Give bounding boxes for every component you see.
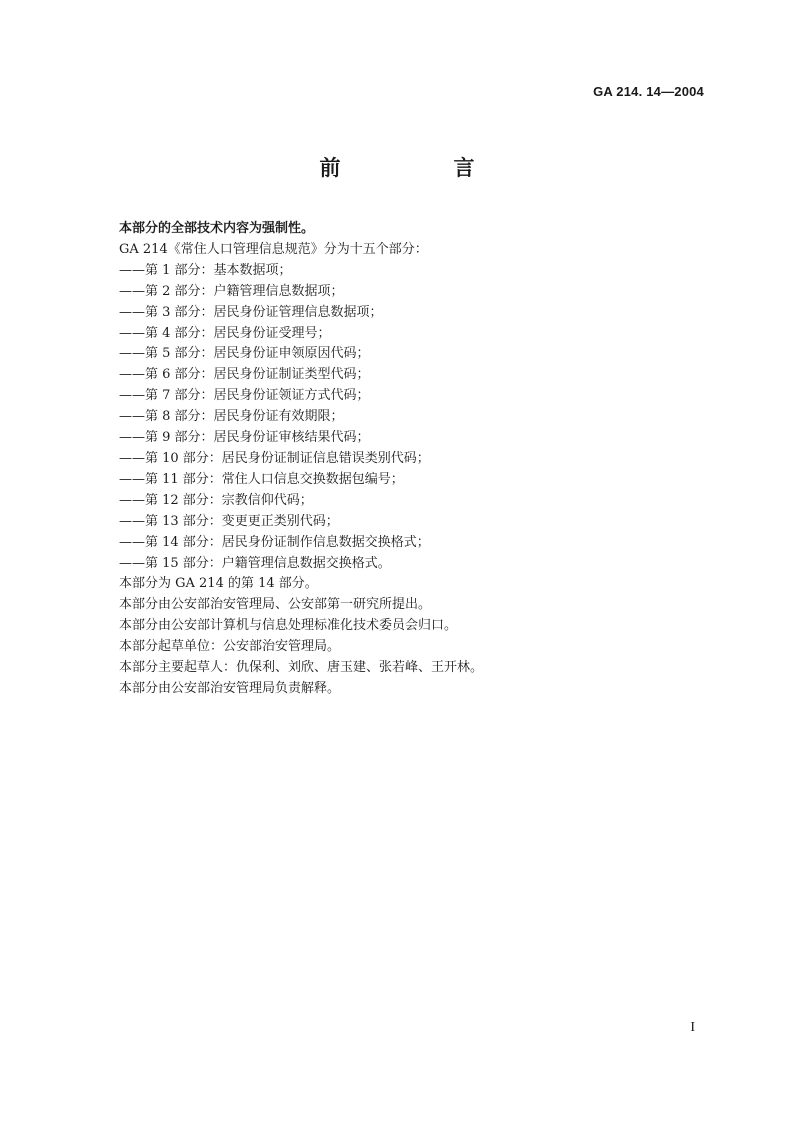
list-item: ——第 12 部分：宗教信仰代码； [119, 492, 313, 508]
mandatory-note: 本部分的全部技术内容为强制性。 [119, 221, 315, 236]
page-title: 前 言 [319, 156, 521, 180]
list-item: ——第 15 部分：户籍管理信息数据交换格式。 [119, 555, 391, 571]
parts-list [119, 261, 719, 575]
closing-line: 本部分由公安部治安管理局、公安部第一研究所提出。 [119, 597, 432, 613]
closing-line: 本部分为 GA 214 的第 14 部分。 [119, 576, 318, 592]
page-number: I [690, 1020, 695, 1035]
list-item: ——第 14 部分：居民身份证制作信息数据交换格式； [119, 534, 430, 550]
list-item: ——第 3 部分：居民身份证管理信息数据项； [119, 304, 383, 320]
list-item: ——第 2 部分：户籍管理信息数据项； [119, 283, 344, 299]
list-item: ——第 4 部分：居民身份证受理号； [119, 325, 331, 341]
closing-line: 本部分起草单位：公安部治安管理局。 [119, 639, 341, 655]
intro-line: GA 214《常住人口管理信息规范》分为十五个部分： [119, 241, 428, 257]
list-item: ——第 5 部分：居民身份证申领原因代码； [119, 346, 370, 362]
list-item: ——第 10 部分：居民身份证制证信息错误类别代码； [119, 450, 430, 466]
standard-code: GA 214. 14—2004 [593, 84, 704, 99]
list-item: ——第 7 部分：居民身份证领证方式代码； [119, 388, 370, 404]
closing-line: 本部分由公安部计算机与信息处理标准化技术委员会归口。 [119, 618, 458, 634]
closing-line: 本部分由公安部治安管理局负责解释。 [119, 680, 341, 696]
list-item: ——第 13 部分：变更更正类别代码； [119, 513, 339, 529]
list-item: ——第 6 部分：居民身份证制证类型代码； [119, 367, 370, 383]
list-item: ——第 8 部分：居民身份证有效期限； [119, 409, 344, 425]
closing-statements [119, 574, 719, 699]
closing-line: 本部分主要起草人：仇保利、刘欣、唐玉建、张若峰、王开林。 [119, 660, 484, 676]
list-item: ——第 11 部分：常住人口信息交换数据包编号； [119, 471, 404, 487]
list-item: ——第 9 部分：居民身份证审核结果代码； [119, 430, 370, 446]
foreword-body [119, 219, 719, 700]
list-item: ——第 1 部分：基本数据项； [119, 262, 292, 278]
